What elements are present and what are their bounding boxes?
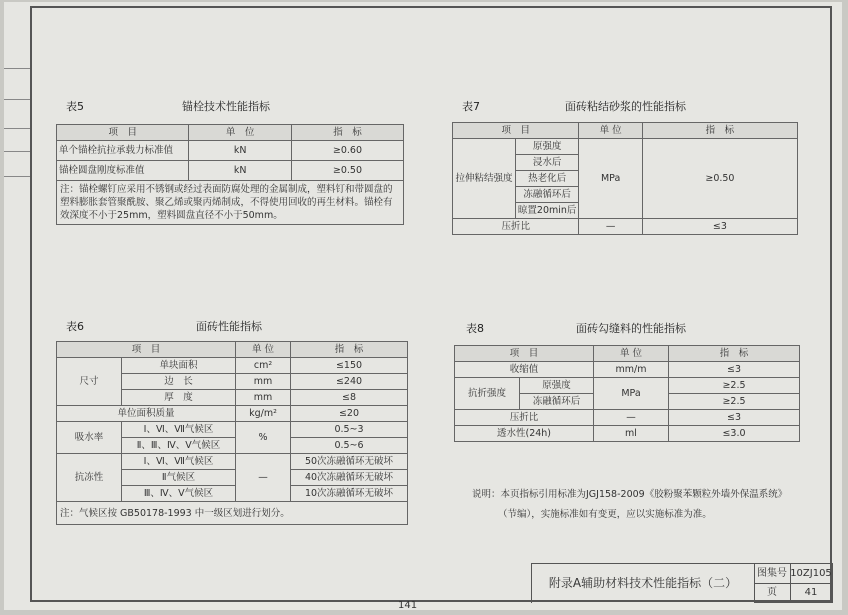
page-value: 41 bbox=[790, 583, 833, 603]
table6-cell: ≤8 bbox=[291, 390, 408, 406]
table5-note: 注：锚栓螺钉应采用不锈钢或经过表面防腐处理的金属制成，塑料钉和带圆盘的塑料膨胀套管聚酰胺、聚乙烯或聚丙烯制成，不得使用回收的再生材料。锚栓有效深度不小于25mm，塑料圆盘直径不小于50mm。 bbox=[57, 181, 404, 225]
table6-cell: cm² bbox=[236, 358, 291, 374]
table7-group: 拉伸粘结强度 bbox=[453, 139, 516, 219]
table6-cell: 单位面积质量 bbox=[57, 406, 236, 422]
table5-cell: kN bbox=[189, 161, 291, 181]
table6-header: 指 标 bbox=[291, 342, 408, 358]
table5-header: 单 位 bbox=[189, 125, 291, 141]
table6 bbox=[56, 341, 408, 525]
table6-cell: ≤20 bbox=[291, 406, 408, 422]
table7-sub: 原强度 bbox=[515, 139, 579, 155]
table6-cell: 10次冻融循环无破坏 bbox=[291, 486, 408, 502]
table8-cell: ≤3 bbox=[669, 410, 800, 426]
table5 bbox=[56, 124, 404, 225]
table8-title: 面砖勾缝料的性能指标 bbox=[576, 322, 686, 335]
table6-cell: mm bbox=[236, 374, 291, 390]
table7-header: 指 标 bbox=[642, 123, 797, 139]
table6-cell: 单块面积 bbox=[122, 358, 236, 374]
table6-header: 项 目 bbox=[57, 342, 236, 358]
table6-cell: ≤150 bbox=[291, 358, 408, 374]
table8 bbox=[454, 345, 800, 442]
table6-cell: 0.5~6 bbox=[291, 438, 408, 454]
table8-header: 指 标 bbox=[669, 346, 800, 362]
table8-cell: ml bbox=[594, 426, 669, 442]
table8-sub: 原强度 bbox=[520, 378, 594, 394]
table8-sub-value: ≥2.5 bbox=[669, 378, 800, 394]
table8-cell: ≤3 bbox=[669, 362, 800, 378]
title-block bbox=[531, 563, 833, 603]
table7-title: 面砖粘结砂浆的性能指标 bbox=[565, 100, 686, 113]
table8-sub: 冻融循环后 bbox=[520, 394, 594, 410]
table6-cell: Ⅰ、Ⅵ、Ⅶ气候区 bbox=[122, 422, 236, 438]
table5-header: 项 目 bbox=[57, 125, 189, 141]
title-block-title: 附录A辅助材料技术性能指标（二） bbox=[532, 564, 755, 603]
atlas-no-value: 10ZJ105 bbox=[790, 564, 833, 584]
table8-cell: mm/m bbox=[594, 362, 669, 378]
table6-cell: kg/m² bbox=[236, 406, 291, 422]
atlas-no-label: 图集号 bbox=[754, 564, 791, 584]
table8-cell: ≤3.0 bbox=[669, 426, 800, 442]
table8-group: 抗折强度 bbox=[455, 378, 520, 410]
table6-title: 面砖性能指标 bbox=[196, 320, 262, 333]
table7-unit: MPa bbox=[579, 139, 642, 219]
table6-group-size: 尺寸 bbox=[57, 358, 122, 406]
table5-cell: 单个锚栓抗拉承载力标准值 bbox=[57, 141, 189, 161]
table6-header: 单 位 bbox=[236, 342, 291, 358]
table6-cell: Ⅰ、Ⅵ、Ⅶ气候区 bbox=[122, 454, 236, 470]
table7-sub: 浸水后 bbox=[515, 155, 579, 171]
table8-header: 单 位 bbox=[594, 346, 669, 362]
table7-sub: 冻融循环后 bbox=[515, 187, 579, 203]
table7-cell: ≤3 bbox=[642, 219, 797, 235]
table6-cell: mm bbox=[236, 390, 291, 406]
table5-header: 指 标 bbox=[291, 125, 403, 141]
table6-cell: 边 长 bbox=[122, 374, 236, 390]
table6-group-frost: 抗冻性 bbox=[57, 454, 122, 502]
table8-header: 项 目 bbox=[455, 346, 594, 362]
table7-sub: 热老化后 bbox=[515, 171, 579, 187]
footnote-line1: 说明：本页指标引用标准为JGJ158-2009《胶粉聚苯颗粒外墙外保温系统》 bbox=[472, 489, 788, 500]
table6-cell: Ⅲ、Ⅳ、Ⅴ气候区 bbox=[122, 486, 236, 502]
table6-frost-unit: — bbox=[236, 454, 291, 502]
table7-header: 项 目 bbox=[453, 123, 579, 139]
table5-cell: 锚栓圆盘刚度标准值 bbox=[57, 161, 189, 181]
table5-cell: ≥0.50 bbox=[291, 161, 403, 181]
table6-cell: 40次冻融循环无破坏 bbox=[291, 470, 408, 486]
table7-cell: — bbox=[579, 219, 642, 235]
table8-cell: 收缩值 bbox=[455, 362, 594, 378]
table8-cell: 透水性(24h) bbox=[455, 426, 594, 442]
table6-water-unit: % bbox=[236, 422, 291, 454]
signature-margin-strip bbox=[4, 6, 31, 206]
table6-cell: 50次冻融循环无破坏 bbox=[291, 454, 408, 470]
table5-label: 表5 bbox=[66, 100, 84, 113]
table6-cell: 0.5~3 bbox=[291, 422, 408, 438]
table6-cell: Ⅱ、Ⅲ、Ⅳ、Ⅴ气候区 bbox=[122, 438, 236, 454]
table7-cell: 压折比 bbox=[453, 219, 579, 235]
table5-cell: ≥0.60 bbox=[291, 141, 403, 161]
table6-label: 表6 bbox=[66, 320, 84, 333]
table6-cell: Ⅱ气候区 bbox=[122, 470, 236, 486]
page-number: 141 bbox=[398, 600, 418, 611]
page-label: 页 bbox=[754, 583, 791, 603]
table7 bbox=[452, 122, 798, 235]
table6-cell: 厚 度 bbox=[122, 390, 236, 406]
footnote-line2: （节编），实施标准如有变更，应以实施标准为准。 bbox=[498, 509, 712, 520]
table5-title: 锚栓技术性能指标 bbox=[182, 100, 270, 113]
table6-note: 注：气候区按 GB50178-1993 中一级区划进行划分。 bbox=[57, 502, 408, 525]
table7-header: 单 位 bbox=[579, 123, 642, 139]
table8-cell: 压折比 bbox=[455, 410, 594, 426]
table6-cell: ≤240 bbox=[291, 374, 408, 390]
table7-value: ≥0.50 bbox=[642, 139, 797, 219]
table8-unit: MPa bbox=[594, 378, 669, 410]
table5-cell: kN bbox=[189, 141, 291, 161]
table7-label: 表7 bbox=[462, 100, 480, 113]
table6-group-water: 吸水率 bbox=[57, 422, 122, 454]
table7-sub: 晾置20min后 bbox=[515, 203, 579, 219]
table8-cell: — bbox=[594, 410, 669, 426]
table8-label: 表8 bbox=[466, 322, 484, 335]
table8-sub-value: ≥2.5 bbox=[669, 394, 800, 410]
